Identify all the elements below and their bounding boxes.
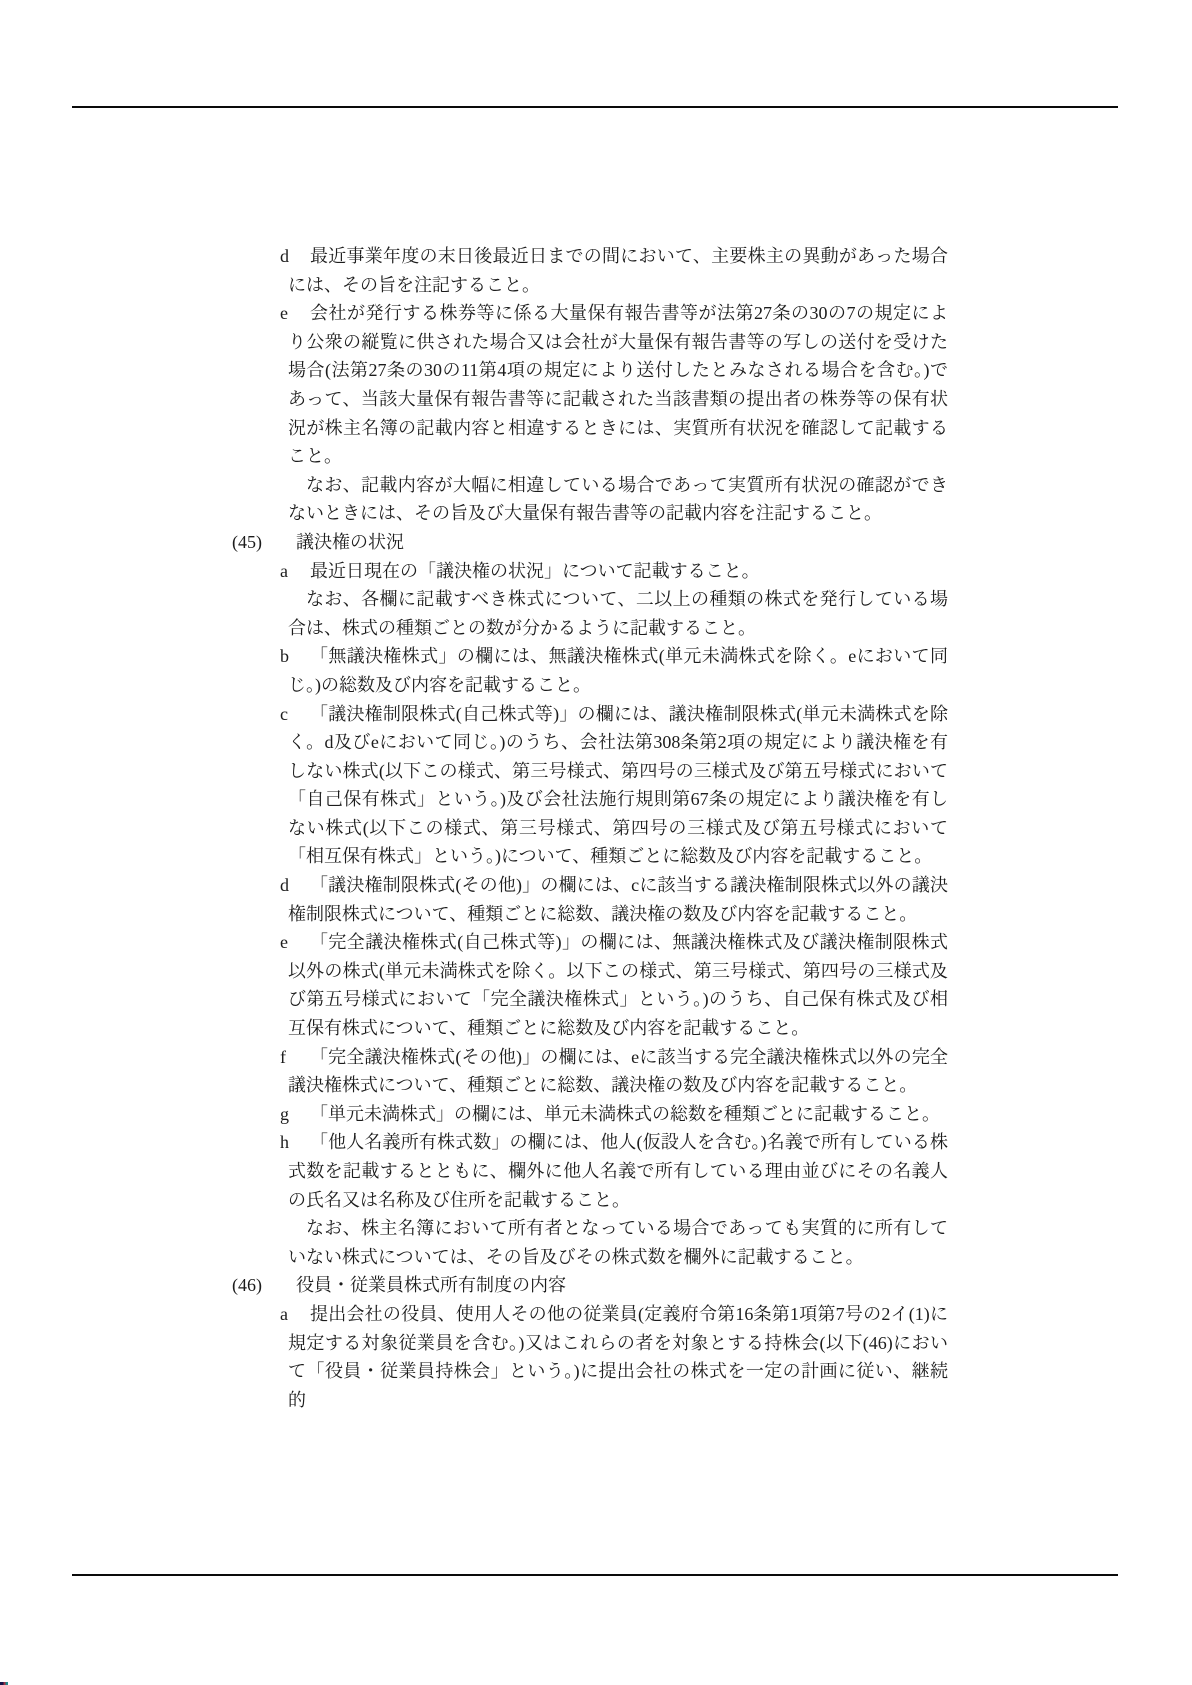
- item-text: 「議決権制限株式(その他)」の欄には、cに該当する議決権制限株式以外の議決権制限株式について、種類ごとに総数、議決権の数及び内容を記載すること。: [288, 875, 948, 924]
- list-item-d: [280, 242, 948, 299]
- section-number: (45): [232, 531, 262, 552]
- note-paragraph: [288, 1214, 948, 1271]
- item-text: 「完全議決権株式(自己株式等)」の欄には、無議決権株式及び議決権制限株式以外の株式(単元未満株式を除く。以下この様式、第三号様式、第四号の三様式及び第五号様式において「完全議決権株式」という。)のうち、自己保有株式及び相互保有株式について、種類ごとに総数及び内容を記載すること。: [288, 932, 948, 1039]
- note-paragraph: [288, 471, 948, 528]
- item-text: 「単元未満株式」の欄には、単元未満株式の総数を種類ごとに記載すること。: [310, 1103, 940, 1124]
- item-label: a: [280, 560, 288, 581]
- list-item-46-a: [280, 1300, 948, 1414]
- item-label: a: [280, 1303, 288, 1324]
- document-body: [232, 242, 948, 1414]
- note-text: なお、各欄に記載すべき株式について、二以上の種類の株式を発行している場合は、株式の種類ごとの数が分かるように記載すること。: [288, 589, 948, 638]
- section-title: 役員・従業員株式所有制度の内容: [296, 1275, 566, 1296]
- item-text: 最近事業年度の末日後最近日までの間において、主要株主の異動があった場合には、その旨を注記すること。: [288, 246, 948, 295]
- item-label: e: [280, 932, 288, 953]
- list-item-45-f: [280, 1043, 948, 1100]
- item-text: 会社が発行する株券等に係る大量保有報告書等が法第27条の30の7の規定により公衆の縦覧に供された場合又は会社が大量保有報告書等の写しの送付を受けた場合(法第27条の30の11第4項の規定により送付したとみなされる場合を含む。)であって、当該大量保有報告書等に記載された当該書類の提出者の株券等の保有状況が株主名簿の記載内容と相違するときには、実質所有状況を確認して記載すること。: [288, 303, 948, 467]
- note-paragraph: [288, 585, 948, 642]
- item-label: h: [280, 1132, 289, 1153]
- item-label: d: [280, 246, 289, 266]
- item-text: 「無議決権株式」の欄には、無議決権株式(単元未満株式を除く。eにおいて同じ。)の総数及び内容を記載すること。: [288, 646, 948, 695]
- bottom-horizontal-rule: [72, 1574, 1118, 1576]
- list-item-45-h: [280, 1128, 948, 1214]
- item-text: 提出会社の役員、使用人その他の従業員(定義府令第16条第1項第7号の2イ(1)に規定する対象従業員を含む。)又はこれらの者を対象とする持株会(以下(46)において「役員・従業員持株会」という。)に提出会社の株式を一定の計画に従い、継続的: [288, 1303, 948, 1410]
- section-heading-45: [232, 528, 948, 557]
- item-label: f: [280, 1046, 286, 1067]
- list-item-45-a: [280, 557, 948, 586]
- item-text: 「完全議決権株式(その他)」の欄には、eに該当する完全議決権株式以外の完全議決権株式について、種類ごとに総数、議決権の数及び内容を記載すること。: [288, 1046, 948, 1096]
- top-horizontal-rule: [72, 106, 1118, 108]
- list-item-45-d: [280, 871, 948, 928]
- section-heading-46: [232, 1271, 948, 1300]
- note-text: なお、記載内容が大幅に相違している場合であって実質所有状況の確認ができないときには、その旨及び大量保有報告書等の記載内容を注記すること。: [288, 474, 948, 524]
- item-text: 最近日現在の「議決権の状況」について記載すること。: [310, 560, 760, 581]
- section-number: (46): [232, 1275, 262, 1296]
- item-label: c: [280, 703, 288, 724]
- item-label: b: [280, 646, 289, 667]
- list-item-45-b: [280, 642, 948, 699]
- section-title: 議決権の状況: [296, 531, 404, 552]
- list-item-e: [280, 299, 948, 471]
- item-label: e: [280, 303, 288, 324]
- note-text: なお、株主名簿において所有者となっている場合であっても実質的に所有していない株式については、その旨及びその株式数を欄外に記載すること。: [288, 1218, 948, 1267]
- list-item-45-e: [280, 928, 948, 1042]
- item-label: d: [280, 875, 289, 896]
- list-item-45-c: [280, 700, 948, 872]
- list-item-45-g: [280, 1100, 948, 1129]
- item-label: g: [280, 1103, 289, 1124]
- item-text: 「他人名義所有株式数」の欄には、他人(仮設人を含む。)名義で所有している株式数を記載するとともに、欄外に他人名義で所有している理由並びにその名義人の氏名又は名称及び住所を記載すること。: [288, 1132, 948, 1210]
- item-text: 「議決権制限株式(自己株式等)」の欄には、議決権制限株式(単元未満株式を除く。d及びeにおいて同じ。)のうち、会社法第308条第2項の規定により議決権を有しない株式(以下この様式、第三号様式、第四号の三様式及び第五号様式において「自己保有株式」という。)及び会社法施行規則第67条の規定により議決権を有しない株式(以下この様式、第三号様式、第四号の三様式及び第五号様式において「相互保有株式」という。)について、種類ごとに総数及び内容を記載すること。: [288, 703, 948, 867]
